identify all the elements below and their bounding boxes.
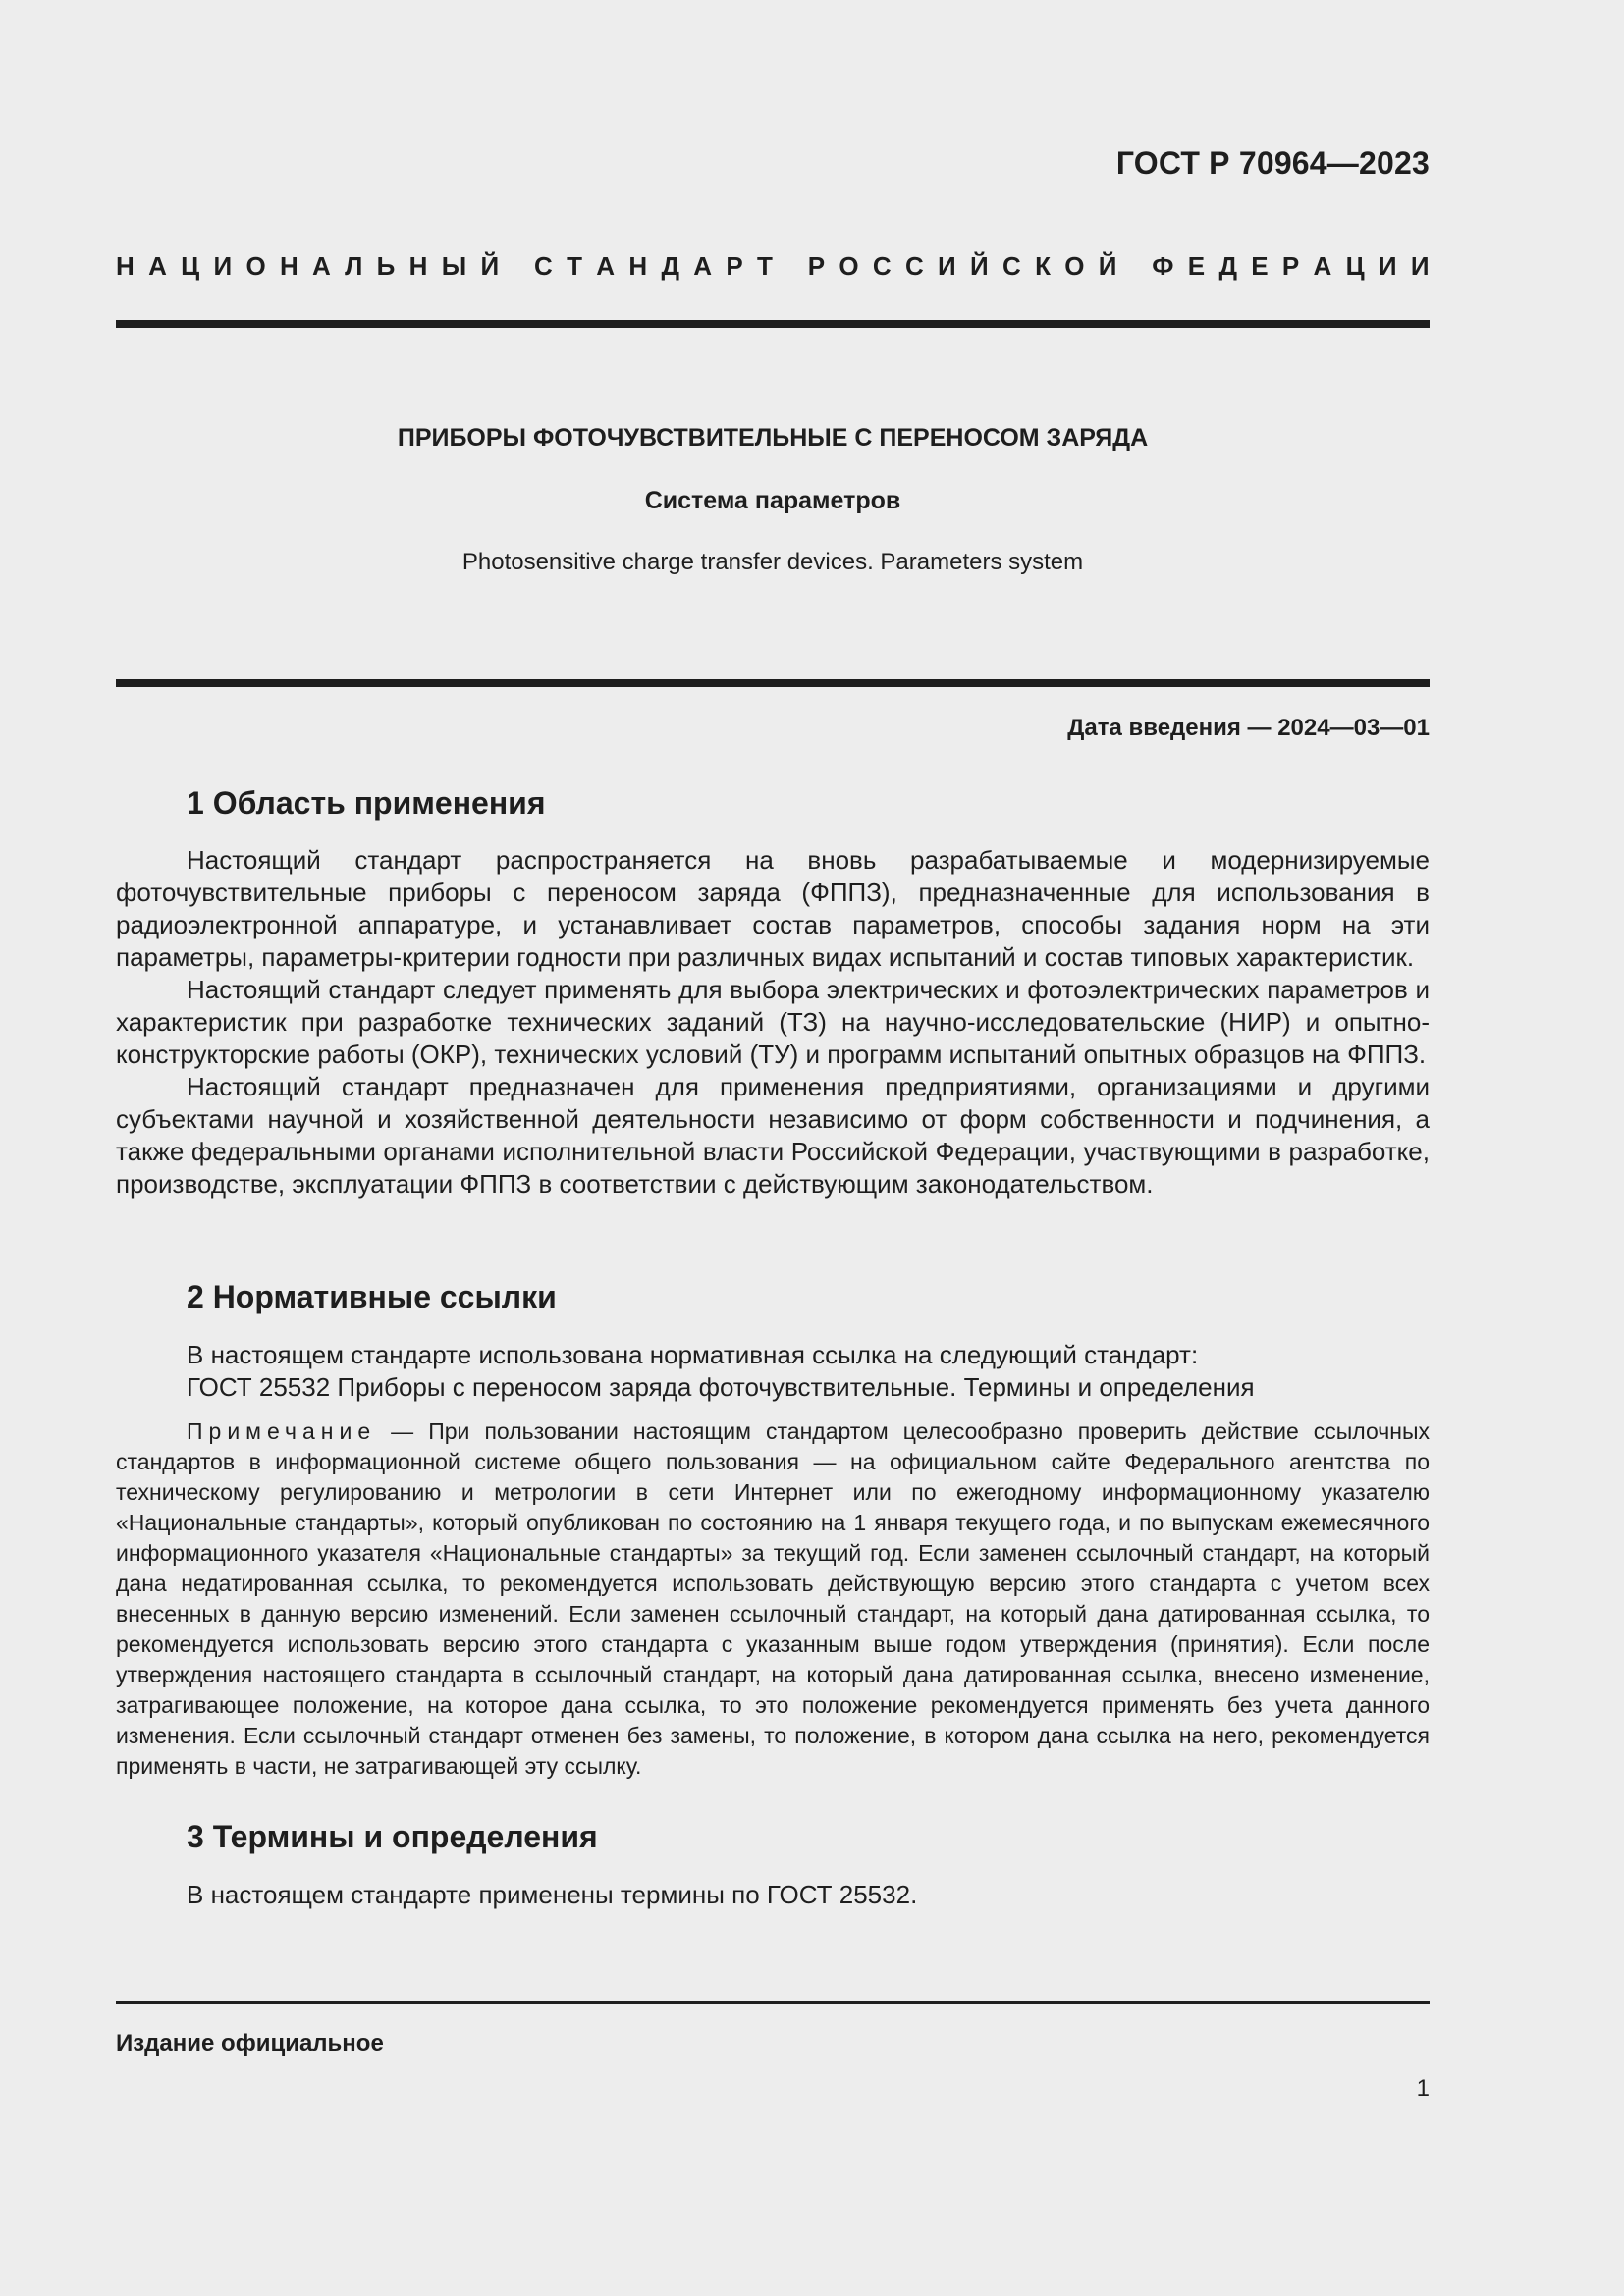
section-1-body (116, 844, 1430, 1201)
banner-letter: С (872, 251, 892, 281)
banner-letter: А (693, 251, 713, 281)
document-subtitle: Система параметров (644, 487, 901, 514)
national-standard-banner (116, 251, 1430, 282)
banner-letter: Ц (1345, 251, 1365, 281)
banner-letter: Т (567, 251, 582, 281)
banner-letter: С (534, 251, 553, 281)
banner-letter (786, 251, 793, 282)
banner-letter: Т (756, 251, 773, 281)
section-2-body (187, 1339, 1255, 1404)
document-title: ПРИБОРЫ ФОТОЧУВСТВИТЕЛЬНЫЕ С ПЕРЕНОСОМ ЗАРЯДА (397, 424, 1149, 452)
normative-reference: ГОСТ 25532 Приборы с переносом заряда фоточувствительные. Термины и определения (187, 1372, 1255, 1402)
section-3-body (187, 1879, 917, 1911)
banner-letter: Е (1251, 251, 1269, 281)
document-number: ГОСТ Р 70964—2023 (1115, 145, 1430, 181)
banner-letter: Ц (181, 251, 200, 281)
banner-letter: К (1035, 251, 1051, 281)
banner-letter: Д (1218, 251, 1237, 281)
banner-letter: Н (116, 251, 135, 281)
official-edition-label: Издание официальное (116, 2030, 384, 2056)
banner-letter: Ф (1152, 251, 1174, 281)
banner-letter: Й (970, 251, 989, 281)
banner-letter: С (1002, 251, 1021, 281)
banner-letter: О (245, 251, 266, 281)
banner-letter: Н (628, 251, 648, 281)
section-1-paragraph-1: Настоящий стандарт распространяется на вновь разрабатываемые и модернизируемые фоточувствительные приборы с переносом заряда (ФППЗ), предназначенные для использования в радиоэлектронной аппаратуре, и устанавливает состав параметров, способы задания норм на эти параметры, параметры-критерии годности при различных видах испытаний и состав типовых характеристик. (116, 845, 1430, 972)
document-title-english: Photosensitive charge transfer devices. Parameters system (461, 549, 1084, 575)
introduction-date: Дата введения — 2024—03—01 (1067, 715, 1430, 741)
banner-letter: И (1378, 251, 1397, 281)
banner-letter: Ь (376, 251, 396, 281)
banner-letter: Е (1187, 251, 1206, 281)
banner-letter: Р (807, 251, 826, 281)
banner-letter: А (312, 251, 331, 281)
banner-letter: А (596, 251, 616, 281)
banner-letter: И (1410, 251, 1430, 281)
header-rule (116, 320, 1430, 328)
banner-letter: Й (480, 251, 500, 281)
note-text: — При пользовании настоящим стандартом целесообразно проверить действие ссылочных стандартов в информационной системе общего пользования — на официальном сайте Федерального агентства по техническому регулированию и метрологии в сети Интернет или по ежегодному информационному указателю «Национальные стандарты», который опубликован по состоянию на 1 января текущего года, и по выпускам ежемесячного информационного указателя «Национальные стандарты» за текущий год. Если заменен ссылочный стандарт, на который дана недатированная ссылка, то рекомендуется использовать действующую версию этого стандарта с учетом всех внесенных в данную версию изменений. Если заменен ссылочный стандарт, на который дана датированная ссылка, то рекомендуется использовать версию этого стандарта с указанным выше годом утверждения (принятия). Если после утверждения настоящего стандарта в ссылочный стандарт, на который дана датированная ссылка, внесено изменение, затрагивающее положение, на которое дана ссылка, то это положение рекомендуется применять без учета данного изменения. Если ссылочный стандарт отменен без замены, то положение, в котором дана ссылка на него, рекомендуется применять в части, не затрагивающей эту ссылку. (116, 1418, 1430, 1779)
section-2-note (116, 1416, 1430, 1782)
section-2-heading: 2 Нормативные ссылки (187, 1279, 557, 1314)
banner-letter: Д (661, 251, 679, 281)
banner-letter (1131, 251, 1138, 282)
banner-letter: А (1313, 251, 1332, 281)
banner-letter: Н (408, 251, 428, 281)
banner-letter: И (938, 251, 956, 281)
section-2-paragraph-1: В настоящем стандарте использована нормативная ссылка на следующий стандарт: (187, 1340, 1199, 1369)
section-3-paragraph-1: В настоящем стандарте применены термины по ГОСТ 25532. (187, 1880, 918, 1909)
banner-letter: О (1064, 251, 1085, 281)
document-page (116, 0, 1430, 2296)
banner-letter: Н (279, 251, 298, 281)
section-1-paragraph-3: Настоящий стандарт предназначен для применения предприятиями, организациями и другими субъектами научной и хозяйственной деятельности независимо от форм собственности и подчинения, а также федеральными органами исполнительной власти Российской Федерации, участвующими в разработке, производстве, эксплуатации ФППЗ в соответствии с действующим законодательством. (116, 1072, 1430, 1199)
section-3-heading: 3 Термины и определения (187, 1819, 598, 1854)
banner-letter: И (213, 251, 233, 281)
note-label: Примечание (187, 1418, 377, 1444)
banner-letter: А (148, 251, 167, 281)
banner-letter (513, 251, 519, 282)
banner-letter: О (839, 251, 859, 281)
section-1-paragraph-2: Настоящий стандарт следует применять для выбора электрических и фотоэлектрических параметров и характеристик при разработке технических заданий (ТЗ) на научно-исследовательские (НИР) и опытно-конструкторские работы (ОКР), технических условий (ТУ) и программ испытаний опытных образцов на ФППЗ. (116, 975, 1430, 1069)
banner-letter: Р (726, 251, 743, 281)
banner-letter: Й (1098, 251, 1117, 281)
title-rule (116, 679, 1430, 687)
section-1-heading: 1 Область применения (187, 785, 546, 821)
page-number: 1 (1416, 2075, 1430, 2102)
banner-letter: С (904, 251, 924, 281)
footer-rule (116, 2001, 1430, 2004)
banner-letter: Ы (441, 251, 467, 281)
banner-letter: Л (345, 251, 363, 281)
banner-letter: Р (1281, 251, 1300, 281)
